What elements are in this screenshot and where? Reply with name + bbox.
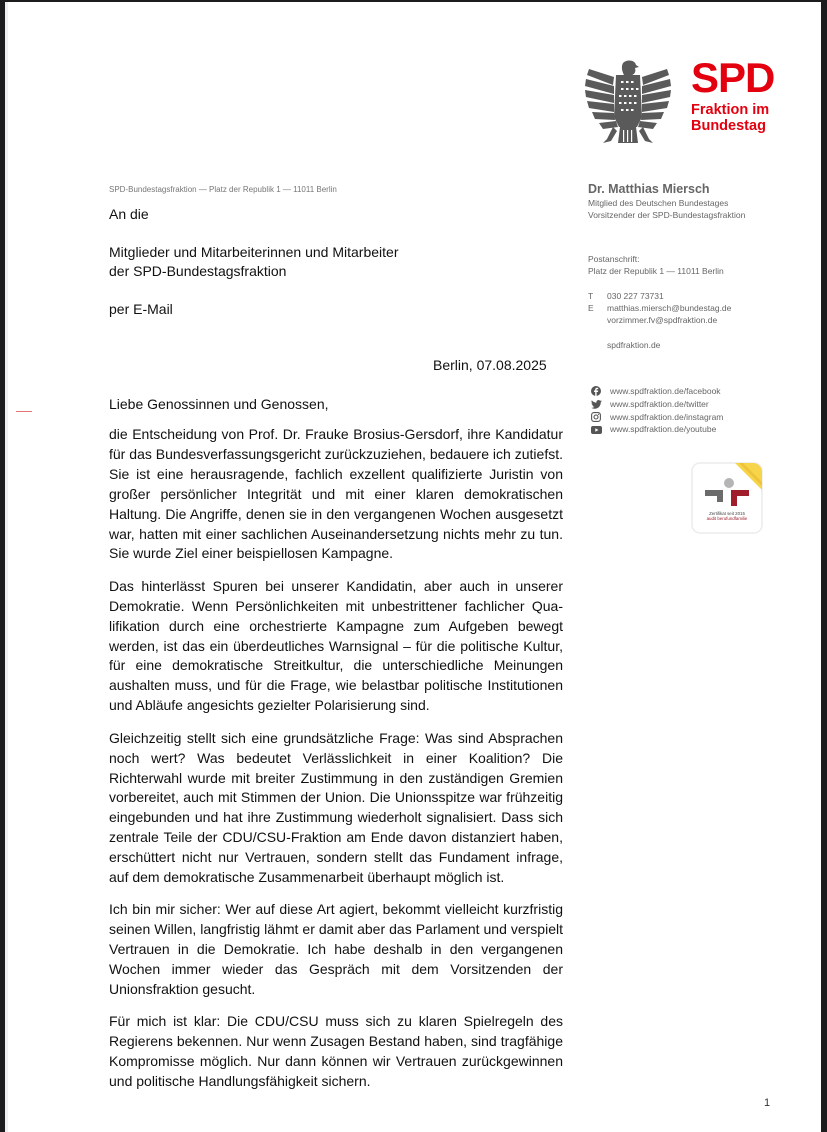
sender-info-sidebar bbox=[588, 182, 808, 351]
phone-number: 030 227 73731 bbox=[607, 291, 664, 301]
spd-brand: SPD bbox=[691, 54, 775, 101]
twitter-url: www.spdfraktion.de/twitter bbox=[610, 398, 709, 409]
facebook-url: www.spdfraktion.de/facebook bbox=[610, 386, 721, 396]
sender-role-2: Vorsitzender der SPD-Bundestagsfraktion bbox=[588, 210, 746, 220]
certificate-line-2: audit berufundfamilie bbox=[706, 516, 748, 521]
bundesadler-icon bbox=[583, 57, 673, 149]
facebook-icon bbox=[590, 386, 602, 396]
paragraph-5: Für mich ist klar: Die CDU/CSU muss sich zu klaren Spielregeln des Regierens bekennen. Nur wenn Zusagen Bestand haben, sind tragfähige Kompromisse möglich. Nur dann können wir Vertrauen zurückgewinnen und politische Handlungsfähigkeit sichern. bbox=[109, 1013, 563, 1090]
spd-brand-subtitle-1: Fraktion im bbox=[691, 102, 770, 118]
email-row bbox=[588, 302, 808, 314]
recipient-line-3: der SPD-Bundestagsfraktion bbox=[109, 263, 287, 279]
instagram-url: www.spdfraktion.de/instagram bbox=[610, 411, 724, 422]
youtube-icon bbox=[590, 425, 602, 435]
instagram-icon bbox=[590, 412, 602, 422]
twitter-icon bbox=[590, 399, 602, 409]
fold-mark bbox=[16, 411, 32, 412]
recipient-line-1: An die bbox=[109, 206, 149, 222]
paragraph-4: Ich bin mir sicher: Wer auf diese Art agiert, bekommt vielleicht kurzfristig seinen Willen, langfristig lähmt er damit aber das Parlament und verspielt Vertrauen in die Demokratie. Ich habe deshalb in den vergangenen Wochen immer wieder das Gespräch mit dem Vorsitzenden der Unionsfraktion gesucht. bbox=[109, 901, 563, 998]
phone-row bbox=[588, 290, 808, 302]
email-row-2 bbox=[588, 314, 808, 326]
email-2[interactable]: vorzimmer.fv@spdfraktion.de bbox=[607, 315, 718, 325]
website-link[interactable]: spdfraktion.de bbox=[607, 340, 661, 350]
social-link-instagram[interactable] bbox=[590, 411, 723, 424]
certificate-line-1: Zertifikat seit 2015 bbox=[709, 511, 745, 516]
social-link-youtube[interactable] bbox=[590, 423, 723, 436]
letter-body bbox=[109, 425, 563, 1105]
spd-logo bbox=[691, 54, 801, 134]
paragraph-2: Das hinterlässt Spuren bei unserer Kandidatin, aber auch in unserer Demokratie. Wenn Persönlichkeiten mit unbestrittener fachlicher Qualifikation durch eine orchestrierte Kampagne zum Aufgeben bewegt werden, ist das ein überdeutliches Warnsignal – für die politische Kultur, für eine demokratische Streitkultur, die unterschiedliche Meinungen aushalten muss, und für die Frage, wie belastbar politische Institutionen und Abläufe angesichts gezielter Polarisierung sind. bbox=[109, 577, 563, 714]
email-1[interactable]: matthias.miersch@bundestag.de bbox=[607, 303, 732, 313]
letter-date: Berlin, 07.08.2025 bbox=[433, 357, 547, 373]
spd-brand-subtitle-2: Bundestag bbox=[691, 118, 766, 134]
recipient-line-2: Mitglieder und Mitarbeiterinnen und Mitarbeiter bbox=[109, 244, 399, 260]
sender-address-line: SPD-Bundestagsfraktion — Platz der Republik 1 — 11011 Berlin bbox=[109, 185, 337, 194]
phone-label: T bbox=[588, 291, 594, 301]
sender-name: Dr. Matthias Miersch bbox=[588, 182, 710, 196]
email-label: E bbox=[588, 303, 594, 313]
audit-berufundfamilie-certificate-icon bbox=[691, 462, 763, 534]
postal-label: Postanschrift: bbox=[588, 254, 640, 264]
social-links bbox=[590, 385, 723, 436]
postal-address: Platz der Republik 1 — 11011 Berlin bbox=[588, 266, 724, 276]
youtube-url: www.spdfraktion.de/youtube bbox=[610, 424, 717, 435]
recipient-line-4: per E-Mail bbox=[109, 301, 173, 317]
page-number: 1 bbox=[764, 1097, 771, 1109]
social-link-twitter[interactable] bbox=[590, 398, 723, 411]
social-link-facebook[interactable] bbox=[590, 385, 723, 398]
paragraph-3: Gleichzeitig stellt sich eine grundsätzliche Frage: Was sind Absprachen noch wert? Was bedeutet Verlässlichkeit in einer Koalition? Die Richterwahl wurde mit breiter Zustimmung in den zuständigen Gremien vorbereitet, auch mit Stimmen der Union. Die Unionsspitze war frühzeitig eingebunden und hat ihre Zustimmung wiederholt signalisiert. Dass sich zentrale Teile der CDU/CSU-Fraktion am Ende davon distanziert haben, erschüttert nicht nur Vertrauen, sondern stellt das Fundament infrage, auf dem demokratische Zusammenarbeit überhaupt möglich ist. bbox=[109, 729, 563, 886]
letter-page bbox=[5, 2, 821, 1132]
salutation: Liebe Genossinnen und Genossen, bbox=[109, 396, 329, 412]
paragraph-1: die Entscheidung von Prof. Dr. Frauke Brosius-Gersdorf, ihre Kandidatur für das Bundesverfassungsgericht zurückzuziehen, bedauere ich zutiefst. Sie ist eine herausragende, fachlich exzellent qualifizierte Juristin von großer persönlicher Integrität und mit einer klaren demokratischen Haltung. Die Angriffe, denen sie in den vergangenen Wochen ausgesetzt war, hatten mit einer sachlichen Auseinandersetzung nichts mehr zu tun. Sie wurde Ziel einer beispiellosen Kampagne. bbox=[109, 426, 563, 562]
website-row bbox=[588, 339, 808, 351]
recipient-block bbox=[109, 205, 398, 319]
sender-role-1: Mitglied des Deutschen Bundestages bbox=[588, 198, 729, 208]
